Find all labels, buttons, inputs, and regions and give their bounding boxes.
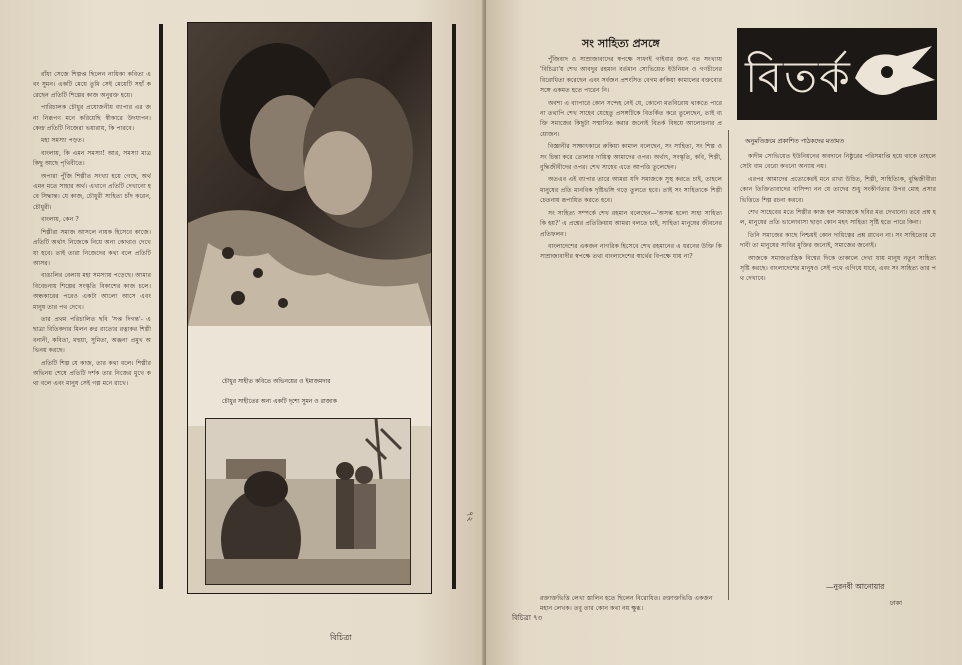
- paragraph: প্রতিটি শিল্প যে কাজ, তার কথা বলে। শিল্পীর অভিনয় শেষে প্রতিটি দর্শক তার নিজের মুখে কথা বলে এবং মানুষ সেই গল্প মনে রাখে।: [33, 359, 151, 388]
- photo-caption: চৌধুর সাহীতের অন্য একটি দৃশ্যে সুমন ও রাজাক: [222, 398, 337, 405]
- paragraph: পুঁজিবাদ ও সাম্রাজ্যবাদের স্বপক্ষে সাফাই গাইবার জন্য গত সংখ্যায় 'বিচিত্রা'য় শেখ আবদুর রহমান বর্তমান সোভিয়েত ইউনিয়ন ও গণচীনের বিরোধিতা করেছেন এবং সর্বজন প্রশংসিত বেগম রুকিয়া কামালের বক্তব্যের সঙ্গে একমত হতে পারেন নি।: [540, 56, 722, 95]
- film-still-street-photo: [205, 418, 411, 585]
- page-number: ৭২: [465, 511, 475, 522]
- paragraph: আজকে সমাজতান্ত্রিক বিশ্বের দিকে তাকালে দেখা যায় মানুষ নতুন সাহিত্য সৃষ্টি করছে। বাংলাদেশের মানুষও সেই পথে এগিয়ে যাবে, এবং সং সাহিত্য তার পথ দেখাবে।: [740, 254, 936, 283]
- paragraph: মহা সমস্যা পড়ত।: [41, 137, 85, 145]
- photo-panel: [187, 22, 432, 594]
- bitarka-masthead: [737, 28, 937, 120]
- paragraph: পারিচালক চৌধুর প্রযোজনীয় ব্যাপার এর জন্য নিরূপণ মনে করিয়েছি স্বীকারে উদযাপন। কেন্দ্র প্রতিটি নিজেরা ভয়ারায়, কি পারবে।: [33, 104, 151, 133]
- paragraph: অবশ্য এ ব্যাপারে কোন সন্দেহ নেই যে, কোনো মতবিরোধ থাকতে পারে না তথাপি শেখ সাহেব যেহেতু প্রসঙ্গটিকে বিতর্কিত করে তুলেছেন, তাই ব্যক্তি সমাজের কিছুটা সম্মানিত করার জন্যেই বিতর্ক বিষয়ে আলোচনার প্রয়োজন।: [540, 99, 722, 138]
- paragraph: তার প্রথম পরিচালিত ছবি 'সপ্ত দিগন্ত'- এ ছাত্রা বিতিকদার মিলন রুগ্ন রাত্যের রত্নাকর শিল্পী বনানী, কবিতা, মহুয়া, সুমিতা, অঞ্জনা প্রমুখ অভিনয় করছে।: [33, 315, 151, 355]
- paragraph: বিজ্ঞানীর সাক্ষাৎকারে রুকিয়া কামাল বলেছেন, সং সাহিত্য, সং শিল্প ও সং চিন্তা করে তোলার দায়িত্ব আমাদের ওপর। অর্থাৎ, সংস্কৃতি, কবি, শিল্পী, বুদ্ধিজীবীদের ওপর। শেখ সাহেব এতে আপত্তি তুলেছেন।: [540, 143, 722, 172]
- paragraph: তিনি সমাজের কাছে নিশ্চয়ই কোন দায়িত্বের প্রশ্ন রাখেন না। সং সাহিত্যের যে দাবী তা মানুষের সাবির মুক্তির জন্যেই, সমাজের জন্যেই।: [740, 231, 936, 250]
- photo-caption: চৌধুর সাহীত কবিতে অভিনয়ের ও ইমাজমদার: [222, 378, 331, 385]
- article-bottom-text: রক্তাক্তভিত্তি লেখা স্তালিন হতে ছিলেন বিরোধিত। রক্তাক্তভিত্তি একজন মহান লেখক। তবু তার কোন কথা নয় ক্ষুব্ধ।: [540, 595, 713, 613]
- article-title: সং সাহিত্য প্রসঙ্গে: [582, 37, 660, 50]
- paragraph: এরপর আমাদের প্রত্যেকেরই মনে রাখা উচিত, শিল্পী, সাহিত্যিক, বুদ্ধিজীবীরা কোন তিক্তিতাবাদের বাসিন্দা নন যে তাদের শুধু সংকীর্ণতার উপর মোহ প্রসার ভিত্তিতে শিল্প রচনা করবে।: [740, 175, 936, 204]
- paragraph: কাদীম সোভিয়েত ইউনিয়নের অবদানে নিষ্ঠুরের পরিসমাপ্তি হয়ে থাকে তাহলে সেটা বাম বেরো কখনো অন্যায় নয়।: [740, 153, 936, 171]
- paragraph: শেখ সাহেবের মতে শিল্পীর কাজ হল সমাজকে ছবির মত দেখানো। তবে প্রশ্ন হল, মানুষের প্রতি ভালোবাসা ছাড়া কোন মহৎ সাহিত্য সৃষ্টি হতে পারে কিনা।: [740, 209, 936, 227]
- column-rule: [159, 24, 163, 589]
- masthead-subtitle: অনুমতিক্রমে প্রকাশিত পাঠকদের মতামত: [745, 138, 845, 145]
- paragraph: অপারা পুঁজি শিল্পীত সংখ্যা হয়ে গেছে, অর্থ এমন মতে সাহার অর্থ। এখানে প্রতিটি দেখানো হবে সিদ্ধান্ত। যে কাজ, চৌধুরী সাহিত্য চাঁদ করেন, চৌধুরী।: [33, 172, 151, 211]
- column-rule: [728, 130, 729, 600]
- masthead-title: বিতর্ক: [745, 52, 852, 103]
- film-still-couple-photo: [188, 23, 431, 326]
- article-main-text: [540, 55, 722, 615]
- page-number: বিচিত্রা ৭৩: [512, 614, 543, 622]
- paragraph: রাঁধা সেজে শিল্পপ্ত ছিলেন নায়িকা কবিতা এবং সুমন। একটি মেয়ে তুমি সেই মেয়েটি সহাঁ করেছেন প্রতিটি শিল্পের কাজ অনুরক্ত হয়ে।: [33, 71, 151, 99]
- paragraph: বাঙালির বেলায় মহা সমস্যায় পড়েছে। আমার বিবেচনায় শিল্পের সংস্কৃতি বিকাশের কাজ চলে। অন্ধকারের পরেও একটা আলো আসে এবং মানুষ তার পথ দেখে।: [33, 272, 151, 311]
- paragraph: বাংলায়, কি এমন সমস্যা! আর, সমস্যা মাত্র কিছু আছে পৃথিবীতে।: [33, 149, 151, 168]
- paragraph: বাংলাদেশের একজন নাগরিক হিসেবে শেখ রহমানের এ ধরনের উক্তি কি সাম্রাজ্যবাদীর স্বপক্ষে তথা বাংলাদেশের স্বার্থের বিপক্ষে যায় না?: [540, 242, 722, 261]
- caption-area: [188, 326, 431, 426]
- magazine-footer: বিচিত্রা: [330, 633, 352, 642]
- article-side-text: [740, 152, 936, 562]
- paragraph: শিল্পীরা সমাজ আসলে নায়ক হিসেবে কাজে। প্রতিটি অর্থাৎ নিজেকে নিয়ে অন্য কোথাও দেখে যা হবে। তাই তারা নিজেদের কথা বলে প্রতিটি আসর।: [33, 228, 151, 267]
- paragraph: অতএব এই ব্যাপার তারে আমরা যদি সমাজকে সুস্থ করতে চাই, তাহলে মানুষের প্রতি মানবিক দৃষ্টিভঙ্গি গড়ে তুলতে হবে। তাই সং সাহিত্যকে শিল্পী চেতনায় রূপায়িত করতে হবে।: [540, 176, 722, 205]
- left-column-text: [33, 70, 151, 605]
- column-rule: [452, 24, 456, 589]
- paragraph: বাংলায়, কেন ?: [41, 216, 79, 224]
- author-city: ঢাকা: [890, 599, 902, 607]
- paragraph: সং সাহিত্য সম্পর্কে শেখ রহমান বলেছেন—'অসম্ভ হলো সাহা সাহিত্য কি হয়?' এ প্রশ্নের প্রতিক্রিয়ায় আমরা বলতে চাই, সাহিত্য মানুষের জীবনের প্রতিফলন।: [540, 209, 722, 238]
- author-signature: —নুরনবী আনোয়ার: [826, 582, 885, 591]
